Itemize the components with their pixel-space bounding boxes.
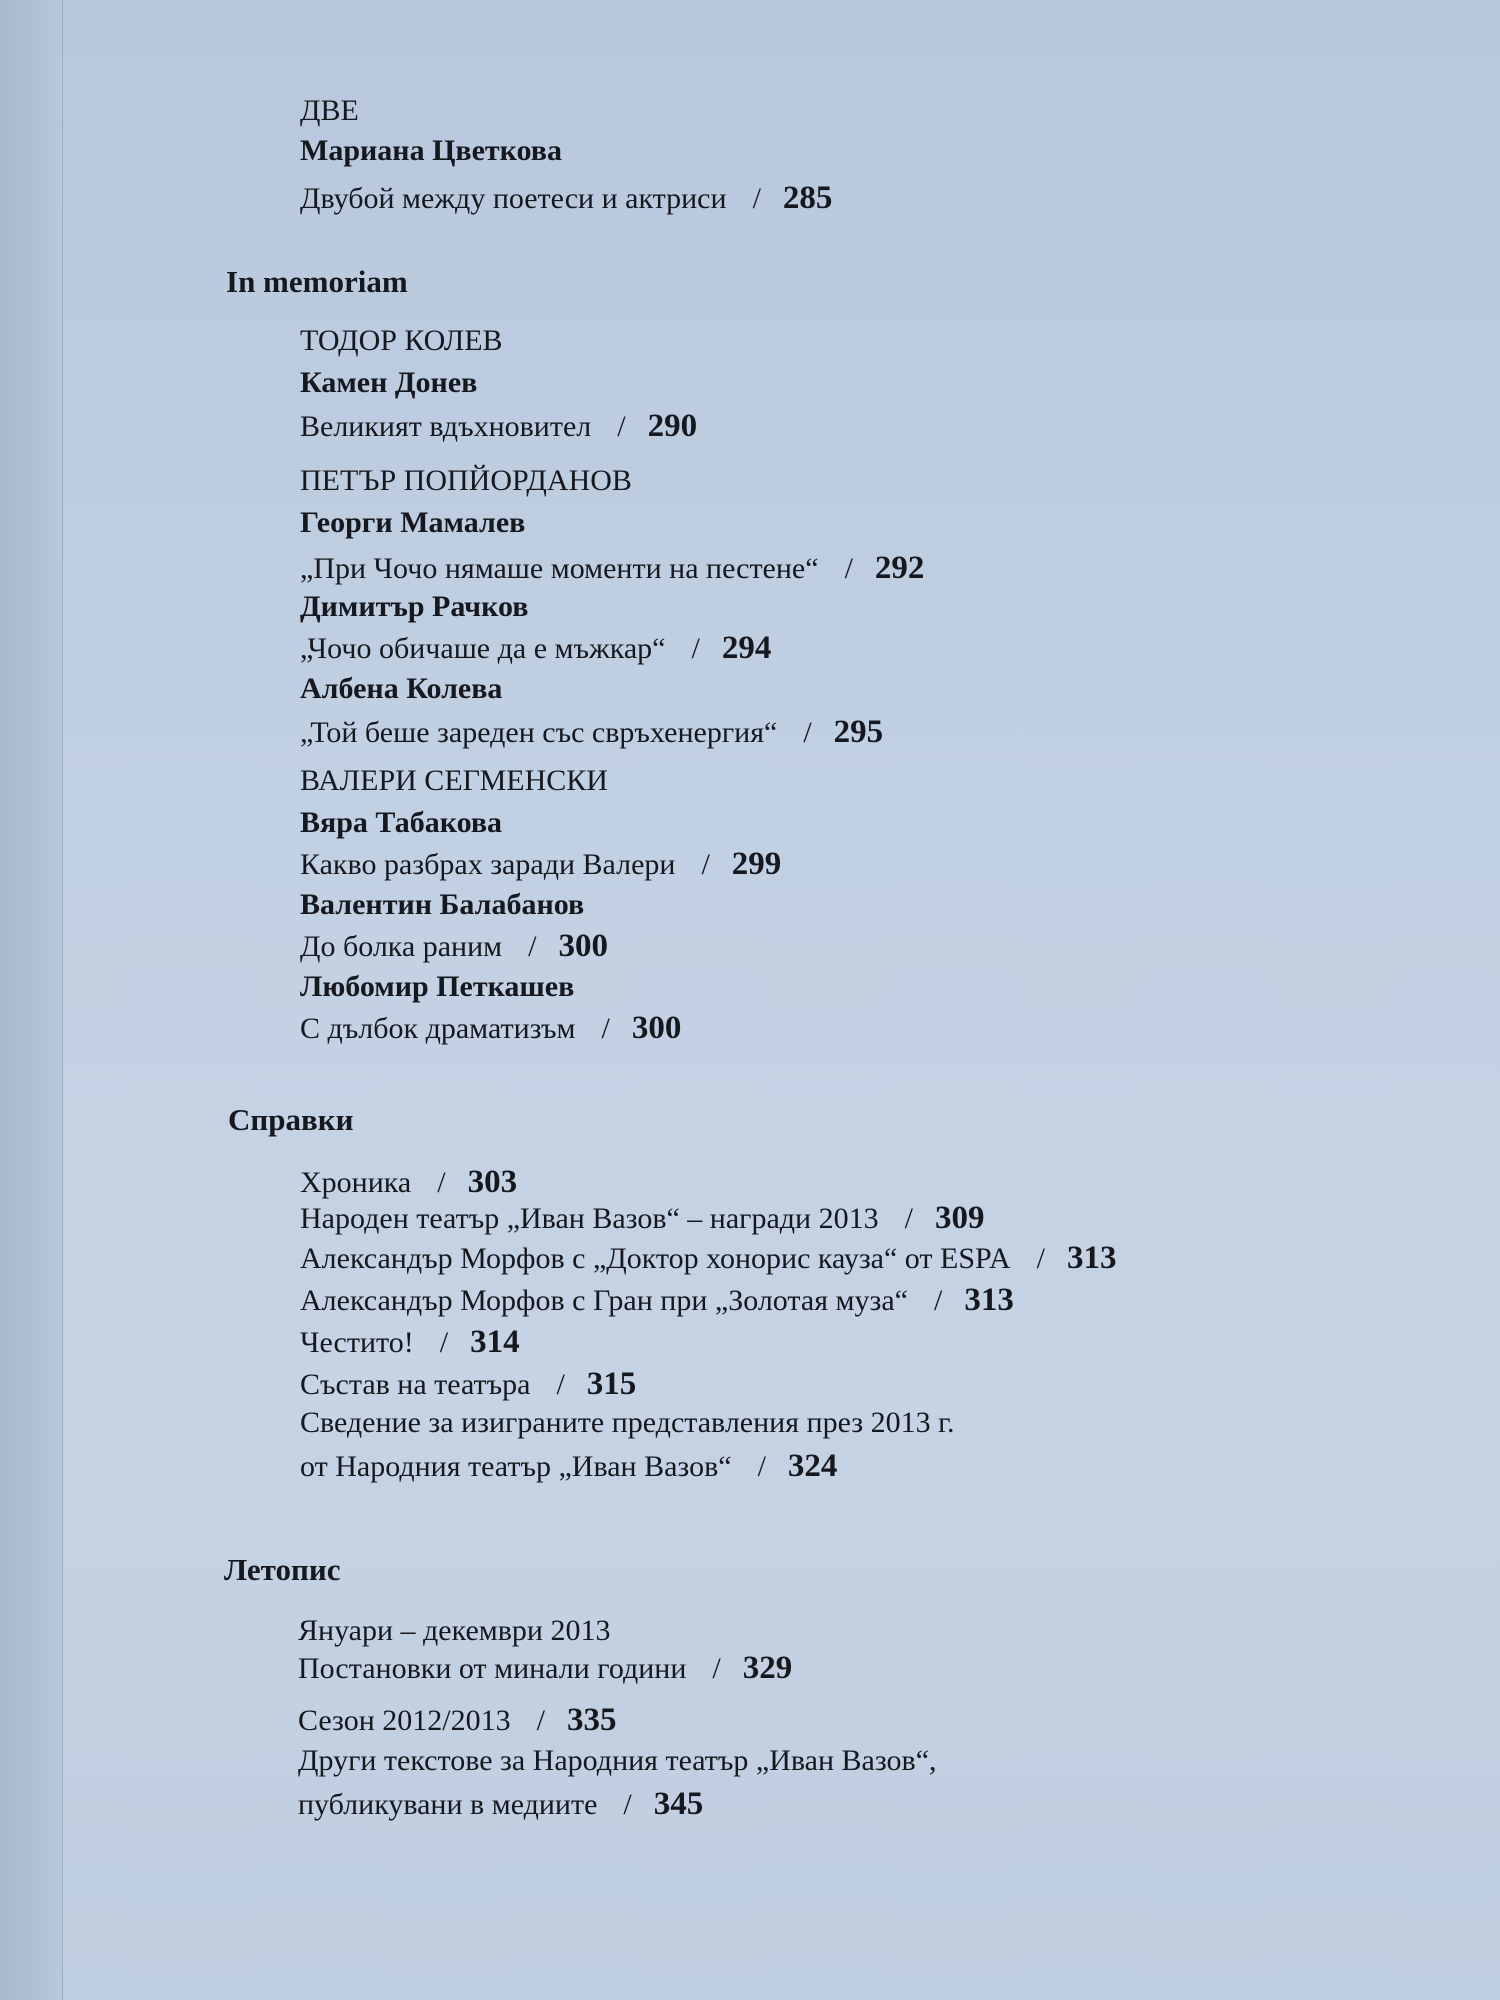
separator: / [437,1166,446,1199]
page-number: 309 [934,1200,985,1236]
page-number: 300 [558,928,608,964]
separator: / [691,632,700,665]
entry-title: До болка раним [300,930,503,963]
separator: / [752,182,761,215]
page-number: 299 [731,846,782,882]
separator: / [933,1284,943,1317]
page-number: 294 [721,630,772,666]
toc-author: Димитър Рачков [300,590,529,623]
toc-entry [300,1448,837,1485]
entry-title: Постановки от минали години [298,1652,687,1685]
toc-entry [300,180,832,217]
entry-title: от Народния театър „Иван Вазов“ [300,1450,732,1483]
toc-author: Валентин Балабанов [300,888,585,921]
toc-subject: ТОДОР КОЛЕВ [300,324,503,357]
page-number: 292 [874,550,925,586]
toc-entry [300,928,608,965]
toc-entry [300,1366,636,1403]
entry-title: Януари – декември 2013 [298,1614,611,1647]
separator: / [844,552,853,585]
separator: / [803,716,812,749]
entry-title: Честито! [300,1326,414,1359]
entry-title: „При Чочо нямаше моменти на пестене“ [300,552,819,585]
entry-title: Сведение за изиграните представления през 2013 г. [300,1406,955,1439]
page-number: 324 [787,1448,838,1484]
toc-entry [300,550,924,587]
separator: / [623,1788,632,1821]
entry-title: Сезон 2012/2013 [298,1704,511,1737]
page-number: 285 [782,180,833,216]
section-heading-letopis: Летопис [224,1552,341,1587]
section-heading-spravki: Справки [228,1102,354,1137]
toc-entry [300,630,771,667]
separator: / [528,930,537,963]
page-number: 335 [566,1702,617,1738]
separator: / [904,1202,913,1235]
entry-title: С дълбок драматизъм [300,1012,576,1045]
page-number: 295 [833,714,884,750]
separator: / [617,410,626,443]
toc-author: Вяра Табакова [300,806,503,839]
toc-entry [298,1786,703,1823]
page-number: 290 [647,408,698,444]
page-number: 313 [1066,1240,1117,1276]
separator: / [712,1652,721,1685]
entry-title: публикувани в медиите [298,1788,598,1821]
toc-entry [300,1164,517,1201]
toc-author: Камен Донев [300,366,478,399]
toc-entry [298,1650,792,1687]
section-heading-memoriam: In memoriam [226,264,408,299]
page-number: 345 [653,1786,704,1822]
entry-title: „Той беше зареден със свръхенергия“ [300,716,778,749]
toc-entry [300,1010,681,1047]
toc-entry [300,1282,1014,1319]
toc-entry [300,1406,955,1440]
toc-entry [300,846,781,883]
separator: / [757,1450,766,1483]
toc-subject: ДВЕ [300,94,359,127]
toc-author: Любомир Петкашев [300,970,575,1003]
separator: / [439,1326,449,1359]
toc-entry [298,1744,937,1778]
entry-title: Великият вдъхновител [300,410,592,443]
toc-entry [300,408,697,445]
page-number: 329 [742,1650,793,1686]
page-number: 303 [467,1164,518,1200]
entry-title: Двубой между поетеси и актриси [300,182,727,215]
separator: / [1036,1242,1045,1275]
toc-entry [300,1240,1116,1277]
entry-title: „Чочо обичаше да е мъжкар“ [300,632,666,665]
page-number: 313 [964,1282,1014,1318]
entry-title: Александър Морфов с Гран при „Золотая муза“ [300,1284,908,1317]
toc-subject: ПЕТЪР ПОПЙОРДАНОВ [300,464,632,497]
separator: / [701,848,710,881]
toc-entry [300,714,883,751]
separator: / [536,1704,545,1737]
toc-entry [298,1614,610,1648]
entry-title: Хроника [300,1166,412,1199]
toc-subject: ВАЛЕРИ СЕГМЕНСКИ [300,764,608,797]
toc-entry [300,1324,520,1361]
page-number: 315 [586,1366,637,1402]
page-number: 314 [470,1324,520,1360]
entry-title: Александър Морфов с „Доктор хонорис кауза“ от ESPA [300,1242,1011,1275]
entry-title: Народен театър „Иван Вазов“ – награди 2013 [300,1202,879,1235]
entry-title: Какво разбрах заради Валери [300,848,676,881]
toc-entry [300,1200,984,1237]
entry-title: Състав на театъра [300,1368,531,1401]
toc-author: Георги Мамалев [300,506,526,539]
toc-author: Мариана Цветкова [300,134,563,167]
separator: / [601,1012,610,1045]
page-number: 300 [631,1010,682,1046]
toc-entry [298,1702,616,1739]
toc-author: Албена Колева [300,672,503,705]
separator: / [556,1368,565,1401]
entry-title: Други текстове за Народния театър „Иван Вазов“, [298,1744,937,1777]
